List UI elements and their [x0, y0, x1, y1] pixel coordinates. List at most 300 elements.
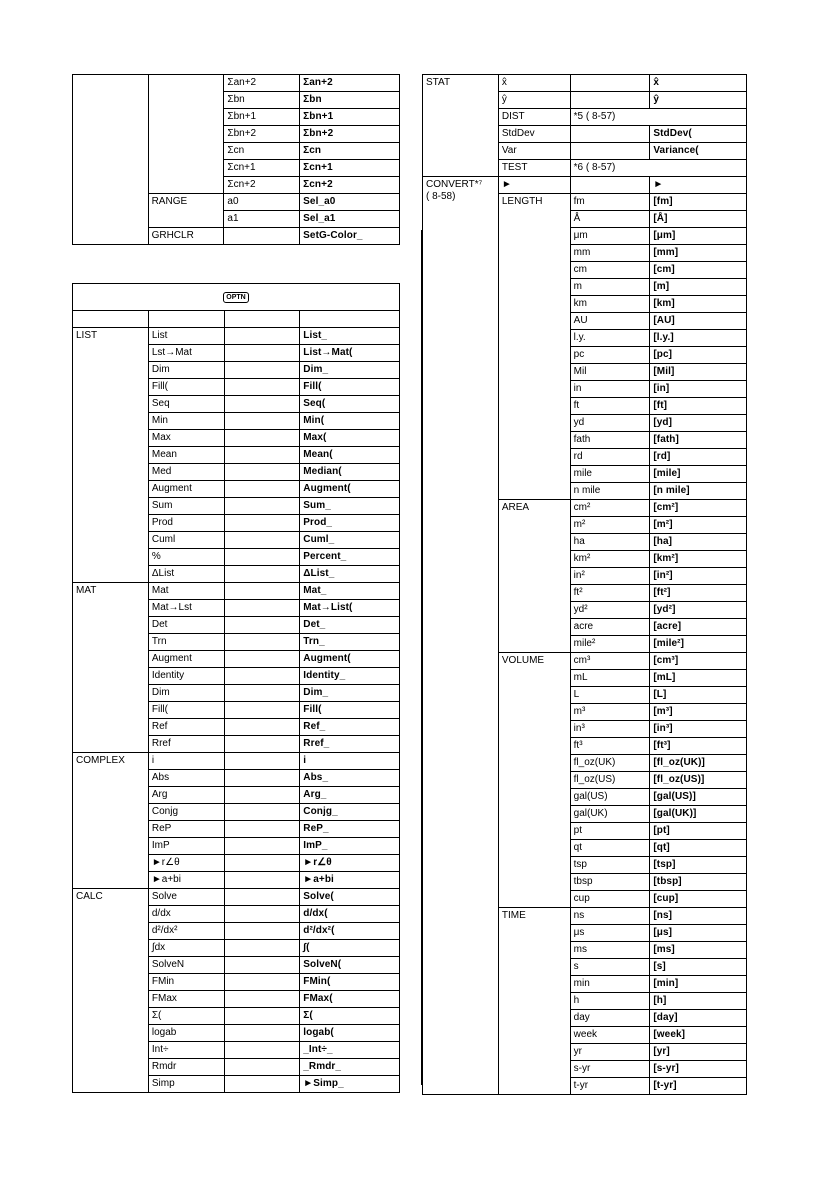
empty-cell: [224, 838, 300, 855]
empty-cell: [570, 75, 650, 92]
empty-cell: [224, 736, 300, 753]
empty-cell: [224, 617, 300, 634]
table-graph-functions: [72, 74, 400, 245]
unit-item-cell: week: [570, 1027, 650, 1044]
unit-item-cell: n mile: [570, 483, 650, 500]
empty-cell: [224, 991, 300, 1008]
menu-item-cell: Σ(: [148, 1008, 224, 1025]
command-cell: Σbn+1: [300, 109, 400, 126]
empty-cell: [224, 957, 300, 974]
menu-item-cell: logab: [148, 1025, 224, 1042]
unit-item-cell: yd²: [570, 602, 650, 619]
menu-level3-cell: Σan+2: [224, 75, 300, 92]
command-cell: [acre]: [650, 619, 747, 636]
command-cell: [cm]: [650, 262, 747, 279]
menu-item-cell: x̂: [498, 75, 570, 92]
menu-item-cell: ►r∠θ: [148, 855, 224, 872]
command-cell: [week]: [650, 1027, 747, 1044]
command-cell: [gal(UK)]: [650, 806, 747, 823]
command-cell: Fill(: [300, 702, 400, 719]
menu-item-cell: FMin: [148, 974, 224, 991]
command-cell: Min(: [300, 413, 400, 430]
unit-item-cell: cup: [570, 891, 650, 908]
command-cell: Percent_: [300, 549, 400, 566]
menu-level3-cell: [224, 228, 300, 245]
unit-item-cell: s: [570, 959, 650, 976]
unit-item-cell: Å: [570, 211, 650, 228]
menu-item-cell: Fill(: [148, 379, 224, 396]
command-cell: Abs_: [300, 770, 400, 787]
menu-level3-cell: Σcn: [224, 143, 300, 160]
menu-item-cell: d/dx: [148, 906, 224, 923]
menu-item-cell: Augment: [148, 651, 224, 668]
convert-label: CONVERT*⁷: [426, 179, 483, 190]
command-cell: ReP_: [300, 821, 400, 838]
empty-cell: [224, 498, 300, 515]
command-cell: [ft²]: [650, 585, 747, 602]
empty-cell: [224, 583, 300, 600]
command-cell: FMax(: [300, 991, 400, 1008]
menu-item-cell: Dim: [148, 685, 224, 702]
command-cell: SolveN(: [300, 957, 400, 974]
menu-item-cell: TEST: [498, 160, 570, 177]
command-cell: [l.y.]: [650, 330, 747, 347]
menu-item-cell: Prod: [148, 515, 224, 532]
menu-item-cell: Augment: [148, 481, 224, 498]
command-cell: Sel_a1: [300, 211, 400, 228]
command-cell: Σcn+2: [300, 177, 400, 194]
command-cell: [qt]: [650, 840, 747, 857]
header-empty: [148, 311, 224, 328]
command-cell: [mm]: [650, 245, 747, 262]
command-cell: [fath]: [650, 432, 747, 449]
command-cell: [h]: [650, 993, 747, 1010]
unit-item-cell: km: [570, 296, 650, 313]
menu-level2-cell: GRHCLR: [148, 228, 224, 245]
command-cell: [cm²]: [650, 500, 747, 517]
command-cell: [in³]: [650, 721, 747, 738]
menu-item-cell: Mat: [148, 583, 224, 600]
menu-item-cell: ►: [498, 177, 570, 194]
menu-item-cell: Dim: [148, 362, 224, 379]
unit-item-cell: μs: [570, 925, 650, 942]
menu-item-cell: Rmdr: [148, 1059, 224, 1076]
command-cell: [n mile]: [650, 483, 747, 500]
unit-item-cell: cm³: [570, 653, 650, 670]
command-cell: [AU]: [650, 313, 747, 330]
empty-cell: [224, 872, 300, 889]
unit-item-cell: tsp: [570, 857, 650, 874]
command-cell: Prod_: [300, 515, 400, 532]
unit-item-cell: gal(US): [570, 789, 650, 806]
empty-cell: [224, 345, 300, 362]
command-cell: ImP_: [300, 838, 400, 855]
menu-level3-cell: Σbn: [224, 92, 300, 109]
command-cell: FMin(: [300, 974, 400, 991]
unit-item-cell: mL: [570, 670, 650, 687]
command-cell: [fm]: [650, 194, 747, 211]
menu-item-cell: Var: [498, 143, 570, 160]
command-cell: Σcn: [300, 143, 400, 160]
command-cell: [pt]: [650, 823, 747, 840]
unit-group-cell: VOLUME: [498, 653, 570, 908]
empty-cell: [570, 126, 650, 143]
unit-item-cell: mile²: [570, 636, 650, 653]
command-cell: [rd]: [650, 449, 747, 466]
unit-item-cell: tbsp: [570, 874, 650, 891]
table-row: [423, 177, 747, 194]
menu-item-cell: Identity: [148, 668, 224, 685]
empty-cell: [224, 600, 300, 617]
command-cell: Augment(: [300, 481, 400, 498]
menu-level2-cell: [148, 75, 224, 194]
empty-cell: [224, 1025, 300, 1042]
command-cell: [m²]: [650, 517, 747, 534]
command-cell: [tsp]: [650, 857, 747, 874]
menu-item-cell: Lst→Mat: [148, 345, 224, 362]
unit-item-cell: L: [570, 687, 650, 704]
header-empty: [73, 311, 149, 328]
unit-item-cell: h: [570, 993, 650, 1010]
empty-cell: [224, 1059, 300, 1076]
command-cell: [ms]: [650, 942, 747, 959]
menu-item-cell: Conjg: [148, 804, 224, 821]
command-cell: [in]: [650, 381, 747, 398]
unit-item-cell: μm: [570, 228, 650, 245]
command-cell: [m]: [650, 279, 747, 296]
command-cell: Dim_: [300, 362, 400, 379]
empty-cell: [224, 651, 300, 668]
empty-cell: [224, 447, 300, 464]
unit-item-cell: ft: [570, 398, 650, 415]
empty-cell: [224, 1076, 300, 1093]
command-cell: ►a+bi: [300, 872, 400, 889]
command-cell: [mile²]: [650, 636, 747, 653]
command-cell: [L]: [650, 687, 747, 704]
menu-item-cell: Simp: [148, 1076, 224, 1093]
menu-item-cell: Solve: [148, 889, 224, 906]
empty-cell: [224, 379, 300, 396]
menu-item-cell: Rref: [148, 736, 224, 753]
command-cell: Σbn: [300, 92, 400, 109]
unit-item-cell: fl_oz(UK): [570, 755, 650, 772]
unit-item-cell: in²: [570, 568, 650, 585]
command-cell: Σcn+1: [300, 160, 400, 177]
empty-cell: [224, 549, 300, 566]
unit-group-cell: TIME: [498, 908, 570, 1095]
command-cell: [s-yr]: [650, 1061, 747, 1078]
empty-cell: [570, 92, 650, 109]
command-cell: Rref_: [300, 736, 400, 753]
command-cell: Solve(: [300, 889, 400, 906]
unit-item-cell: mm: [570, 245, 650, 262]
group-name-cell: CALC: [73, 889, 149, 1093]
unit-item-cell: cm²: [570, 500, 650, 517]
unit-item-cell: m²: [570, 517, 650, 534]
command-cell: _Rmdr_: [300, 1059, 400, 1076]
empty-cell: [224, 906, 300, 923]
command-cell: Mat_: [300, 583, 400, 600]
command-cell: ∫(: [300, 940, 400, 957]
group-name-cell: COMPLEX: [73, 753, 149, 889]
command-cell: Σbn+2: [300, 126, 400, 143]
empty-cell: [224, 1042, 300, 1059]
unit-group-cell: AREA: [498, 500, 570, 653]
empty-cell: [224, 923, 300, 940]
menu-item-cell: Det: [148, 617, 224, 634]
menu-item-cell: Trn: [148, 634, 224, 651]
menu-item-cell: i: [148, 753, 224, 770]
unit-item-cell: pc: [570, 347, 650, 364]
menu-item-cell: Ref: [148, 719, 224, 736]
empty-cell: [224, 634, 300, 651]
menu-item-cell: ►a+bi: [148, 872, 224, 889]
empty-cell: [224, 804, 300, 821]
convert-page-ref: ( 8-58): [426, 191, 456, 202]
menu-item-cell: Mat→Lst: [148, 600, 224, 617]
unit-item-cell: l.y.: [570, 330, 650, 347]
command-cell: Conjg_: [300, 804, 400, 821]
empty-cell: [224, 532, 300, 549]
command-cell: [gal(US)]: [650, 789, 747, 806]
command-cell: Sel_a0: [300, 194, 400, 211]
command-cell: [Mil]: [650, 364, 747, 381]
empty-cell: [224, 855, 300, 872]
menu-item-cell: %: [148, 549, 224, 566]
unit-item-cell: ft³: [570, 738, 650, 755]
command-cell: ►Simp_: [300, 1076, 400, 1093]
unit-item-cell: AU: [570, 313, 650, 330]
menu-item-cell: ΔList: [148, 566, 224, 583]
unit-item-cell: s-yr: [570, 1061, 650, 1078]
menu-item-cell: ∫dx: [148, 940, 224, 957]
group-name-cell: MAT: [73, 583, 149, 753]
command-cell: Mean(: [300, 447, 400, 464]
unit-item-cell: ha: [570, 534, 650, 551]
command-cell: [yd]: [650, 415, 747, 432]
optn-key-icon: OPTN: [223, 292, 248, 303]
table-row: [73, 75, 400, 92]
menu-item-cell: d²/dx²: [148, 923, 224, 940]
menu-item-cell: Sum: [148, 498, 224, 515]
menu-level3-cell: Σcn+1: [224, 160, 300, 177]
command-cell: ►r∠θ: [300, 855, 400, 872]
group-name-cell: LIST: [73, 328, 149, 583]
empty-cell: [224, 889, 300, 906]
command-cell: Identity_: [300, 668, 400, 685]
command-cell: _Int÷_: [300, 1042, 400, 1059]
unit-group-cell: LENGTH: [498, 194, 570, 500]
unit-item-cell: fm: [570, 194, 650, 211]
empty-cell: [224, 1008, 300, 1025]
empty-cell: [224, 328, 300, 345]
unit-item-cell: km²: [570, 551, 650, 568]
menu-item-cell: Cuml: [148, 532, 224, 549]
unit-item-cell: yd: [570, 415, 650, 432]
empty-cell: [224, 770, 300, 787]
empty-cell: [224, 396, 300, 413]
menu-item-cell: SolveN: [148, 957, 224, 974]
menu-item-cell: Int÷: [148, 1042, 224, 1059]
command-cell: [pc]: [650, 347, 747, 364]
command-cell: [cm³]: [650, 653, 747, 670]
command-cell: Arg_: [300, 787, 400, 804]
command-cell: Ref_: [300, 719, 400, 736]
empty-cell: [224, 821, 300, 838]
empty-cell: [224, 668, 300, 685]
command-cell: Fill(: [300, 379, 400, 396]
menu-item-cell: Fill(: [148, 702, 224, 719]
command-cell: [km]: [650, 296, 747, 313]
command-cell: [s]: [650, 959, 747, 976]
menu-item-cell: Arg: [148, 787, 224, 804]
empty-cell: [570, 177, 650, 194]
command-cell: List→Mat(: [300, 345, 400, 362]
group-name-cell: STAT: [423, 75, 499, 177]
group-name-cell: [423, 177, 499, 1095]
unit-item-cell: acre: [570, 619, 650, 636]
empty-cell: [224, 430, 300, 447]
menu-level3-cell: Σbn+2: [224, 126, 300, 143]
command-cell: [ft³]: [650, 738, 747, 755]
note-cell: *6 ( 8-57): [570, 160, 746, 177]
unit-item-cell: fath: [570, 432, 650, 449]
command-cell: Det_: [300, 617, 400, 634]
command-cell: StdDev(: [650, 126, 747, 143]
command-cell: Σ(: [300, 1008, 400, 1025]
unit-item-cell: gal(UK): [570, 806, 650, 823]
command-cell: d/dx(: [300, 906, 400, 923]
menu-item-cell: List: [148, 328, 224, 345]
command-cell: [m³]: [650, 704, 747, 721]
command-cell: [km²]: [650, 551, 747, 568]
menu-level3-cell: Σbn+1: [224, 109, 300, 126]
empty-cell: [224, 719, 300, 736]
unit-item-cell: ms: [570, 942, 650, 959]
menu-item-cell: Max: [148, 430, 224, 447]
menu-item-cell: Med: [148, 464, 224, 481]
command-cell: [fl_oz(UK)]: [650, 755, 747, 772]
menu-item-cell: FMax: [148, 991, 224, 1008]
command-cell: [yr]: [650, 1044, 747, 1061]
command-cell: x̂: [650, 75, 747, 92]
command-cell: [yd²]: [650, 602, 747, 619]
command-cell: [min]: [650, 976, 747, 993]
empty-cell: [224, 753, 300, 770]
menu-level3-cell: a0: [224, 194, 300, 211]
command-cell: Median(: [300, 464, 400, 481]
empty-cell: [224, 464, 300, 481]
command-cell: Sum_: [300, 498, 400, 515]
unit-item-cell: yr: [570, 1044, 650, 1061]
command-cell: Augment(: [300, 651, 400, 668]
command-cell: Max(: [300, 430, 400, 447]
command-cell: List_: [300, 328, 400, 345]
menu-item-cell: DIST: [498, 109, 570, 126]
command-cell: [ft]: [650, 398, 747, 415]
empty-cell: [224, 940, 300, 957]
command-cell: ŷ: [650, 92, 747, 109]
unit-item-cell: t-yr: [570, 1078, 650, 1095]
empty-cell: [224, 413, 300, 430]
command-cell: [Å]: [650, 211, 747, 228]
table-row: [73, 753, 400, 770]
command-cell: Dim_: [300, 685, 400, 702]
empty-cell: [224, 362, 300, 379]
empty-cell: [224, 515, 300, 532]
table-stat-convert: [422, 74, 747, 1095]
menu-item-cell: ŷ: [498, 92, 570, 109]
menu-item-cell: ReP: [148, 821, 224, 838]
unit-item-cell: in³: [570, 721, 650, 738]
command-cell: [ha]: [650, 534, 747, 551]
command-cell: [ns]: [650, 908, 747, 925]
command-cell: [tbsp]: [650, 874, 747, 891]
empty-cell: [570, 143, 650, 160]
command-cell: Variance(: [650, 143, 747, 160]
menu-item-cell: StdDev: [498, 126, 570, 143]
unit-item-cell: cm: [570, 262, 650, 279]
unit-item-cell: mile: [570, 466, 650, 483]
unit-item-cell: ns: [570, 908, 650, 925]
unit-item-cell: m: [570, 279, 650, 296]
empty-cell: [224, 685, 300, 702]
command-cell: [μm]: [650, 228, 747, 245]
command-cell: Mat→List(: [300, 600, 400, 617]
header-empty: [224, 311, 300, 328]
menu-item-cell: Abs: [148, 770, 224, 787]
table-row: [73, 328, 400, 345]
unit-item-cell: Mil: [570, 364, 650, 381]
command-cell: Trn_: [300, 634, 400, 651]
empty-cell: [224, 481, 300, 498]
menu-level3-cell: a1: [224, 211, 300, 228]
command-cell: Seq(: [300, 396, 400, 413]
unit-item-cell: rd: [570, 449, 650, 466]
command-cell: Cuml_: [300, 532, 400, 549]
unit-item-cell: qt: [570, 840, 650, 857]
command-cell: [mL]: [650, 670, 747, 687]
table-optn-functions: [72, 283, 400, 1093]
menu-item-cell: ImP: [148, 838, 224, 855]
menu-item-cell: Seq: [148, 396, 224, 413]
empty-cell: [224, 702, 300, 719]
unit-item-cell: min: [570, 976, 650, 993]
unit-item-cell: in: [570, 381, 650, 398]
table-row: [73, 583, 400, 600]
command-cell: ►: [650, 177, 747, 194]
menu-level2-cell: RANGE: [148, 194, 224, 228]
command-cell: [μs]: [650, 925, 747, 942]
unit-item-cell: day: [570, 1010, 650, 1027]
empty-cell: [224, 974, 300, 991]
command-cell: [cup]: [650, 891, 747, 908]
command-cell: logab(: [300, 1025, 400, 1042]
command-cell: [in²]: [650, 568, 747, 585]
optn-header: [73, 284, 400, 311]
command-cell: [mile]: [650, 466, 747, 483]
menu-item-cell: Mean: [148, 447, 224, 464]
header-empty: [300, 311, 400, 328]
unit-item-cell: ft²: [570, 585, 650, 602]
command-cell: d²/dx²(: [300, 923, 400, 940]
command-cell: [t-yr]: [650, 1078, 747, 1095]
menu-level3-cell: Σcn+2: [224, 177, 300, 194]
command-cell: i: [300, 753, 400, 770]
command-cell: Σan+2: [300, 75, 400, 92]
menu-item-cell: Min: [148, 413, 224, 430]
table-row: [73, 889, 400, 906]
